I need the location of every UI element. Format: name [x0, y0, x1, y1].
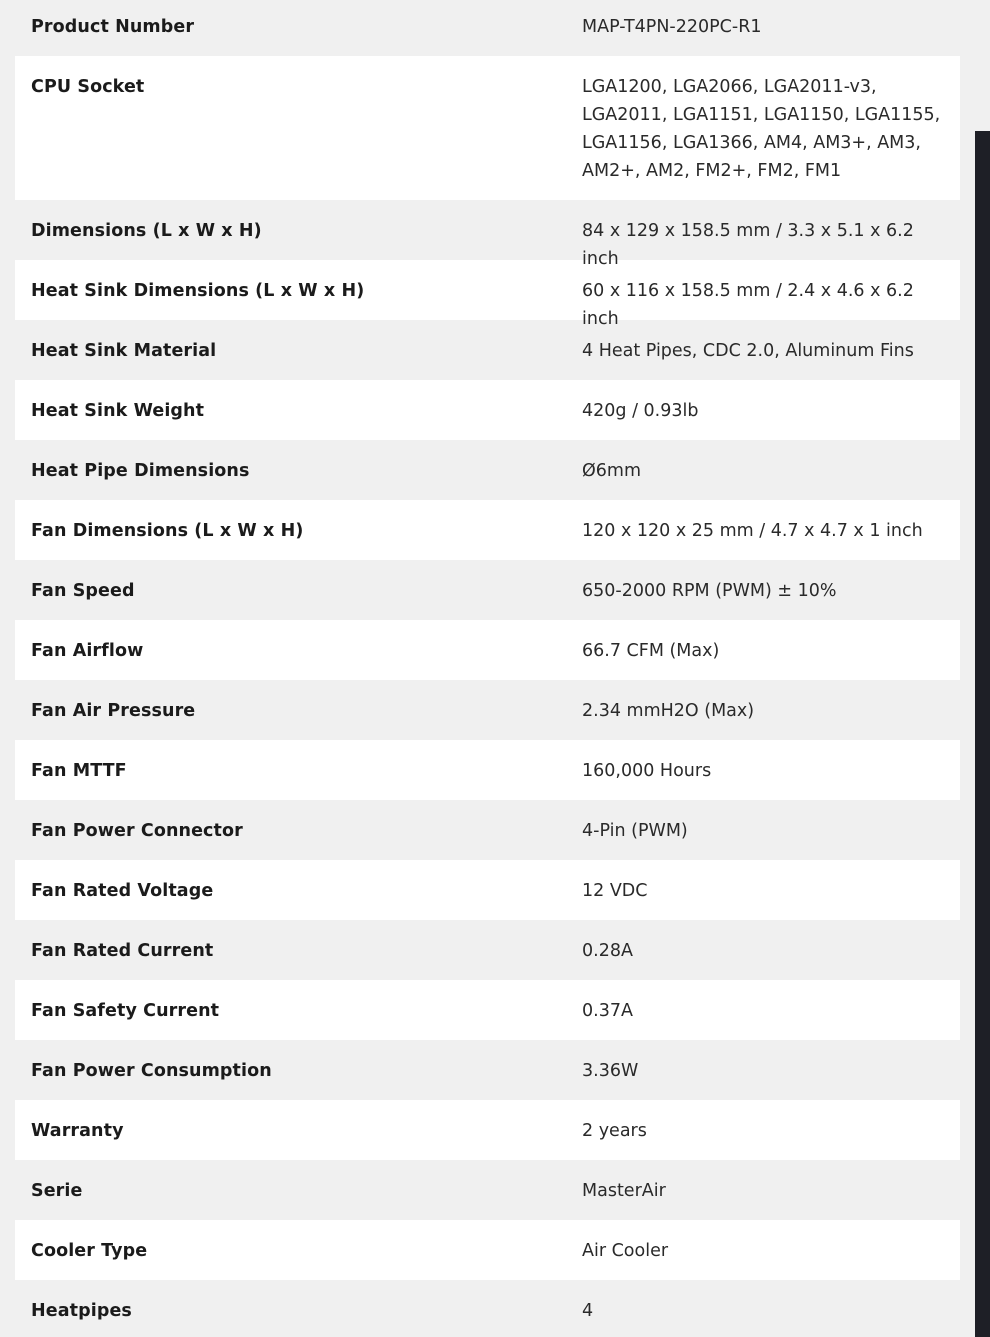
spec-value: MAP-T4PN-220PC-R1: [582, 17, 762, 37]
spec-row-fan-power-connector: [15, 800, 960, 860]
spec-row-fan-safety-current: [15, 980, 960, 1040]
spec-row-fan-speed: [15, 560, 960, 620]
spec-row-heat-pipe-dimensions: [15, 440, 960, 500]
spec-row-cooler-type: [15, 1220, 960, 1280]
spec-value: 2.34 mmH2O (Max): [582, 701, 755, 721]
spec-label: Heat Sink Material: [31, 341, 217, 361]
spec-value: 4 Heat Pipes, CDC 2.0, Aluminum Fins: [582, 341, 914, 361]
spec-value: 0.37A: [582, 1001, 633, 1021]
spec-label: Fan MTTF: [31, 761, 127, 781]
spec-value: 2 years: [582, 1121, 647, 1141]
spec-value: 4: [582, 1301, 594, 1321]
spec-row-product-number: [15, 0, 960, 56]
spec-label: Heat Sink Dimensions (L x W x H): [31, 281, 365, 301]
spec-row-fan-rated-current: [15, 920, 960, 980]
spec-value: Air Cooler: [582, 1241, 669, 1261]
spec-row-cpu-socket: [15, 56, 960, 200]
spec-label: Fan Rated Voltage: [31, 881, 214, 901]
spec-label: Fan Air Pressure: [31, 701, 196, 721]
spec-label: Heat Sink Weight: [31, 401, 205, 421]
spec-label: Serie: [31, 1181, 83, 1201]
spec-label: Fan Speed: [31, 581, 135, 601]
spec-value: 120 x 120 x 25 mm / 4.7 x 4.7 x 1 inch: [582, 521, 923, 541]
spec-value: 160,000 Hours: [582, 761, 712, 781]
spec-row-heat-sink-weight: [15, 380, 960, 440]
spec-row-fan-mttf: [15, 740, 960, 800]
spec-value: 66.7 CFM (Max): [582, 641, 720, 661]
spec-label: Fan Power Connector: [31, 821, 243, 841]
spec-value: 420g / 0.93lb: [582, 401, 699, 421]
spec-row-fan-airflow: [15, 620, 960, 680]
spec-label: CPU Socket: [31, 77, 145, 97]
spec-label: Fan Rated Current: [31, 941, 214, 961]
spec-row-serie: [15, 1160, 960, 1220]
spec-label: Fan Safety Current: [31, 1001, 220, 1021]
spec-label: Warranty: [31, 1121, 124, 1141]
spec-value: 60 x 116 x 158.5 mm / 2.4 x 4.6 x 6.2 inch: [582, 281, 914, 329]
specifications-table: [15, 0, 960, 1337]
spec-value: LGA1200, LGA2066, LGA2011-v3, LGA2011, LGA1151, LGA1150, LGA1155, LGA1156, LGA1366, AM4, AM3+, AM3, AM2+, AM2, FM2+, FM2, FM1: [582, 77, 941, 181]
spec-label: Fan Airflow: [31, 641, 144, 661]
spec-row-fan-rated-voltage: [15, 860, 960, 920]
spec-value: 4-Pin (PWM): [582, 821, 688, 841]
spec-value: 84 x 129 x 158.5 mm / 3.3 x 5.1 x 6.2 inch: [582, 221, 914, 269]
spec-label: Dimensions (L x W x H): [31, 221, 262, 241]
spec-row-warranty: [15, 1100, 960, 1160]
spec-label: Fan Power Consumption: [31, 1061, 272, 1081]
spec-value: 12 VDC: [582, 881, 648, 901]
spec-row-dimensions: [15, 200, 960, 269]
spec-value: Ø6mm: [582, 461, 642, 481]
spec-value: 3.36W: [582, 1061, 639, 1081]
spec-row-fan-air-pressure: [15, 680, 960, 740]
spec-row-fan-power-consumption: [15, 1040, 960, 1100]
scrollbar-thumb[interactable]: [975, 131, 990, 1337]
spec-value: 650-2000 RPM (PWM) ± 10%: [582, 581, 837, 601]
spec-label: Product Number: [31, 17, 195, 37]
spec-value: 0.28A: [582, 941, 633, 961]
spec-row-fan-dimensions: [15, 500, 960, 560]
spec-value: MasterAir: [582, 1181, 666, 1201]
spec-label: Fan Dimensions (L x W x H): [31, 521, 304, 541]
spec-label: Heatpipes: [31, 1301, 132, 1321]
spec-row-heatpipes: [15, 1280, 960, 1337]
spec-label: Heat Pipe Dimensions: [31, 461, 250, 481]
spec-label: Cooler Type: [31, 1241, 148, 1261]
